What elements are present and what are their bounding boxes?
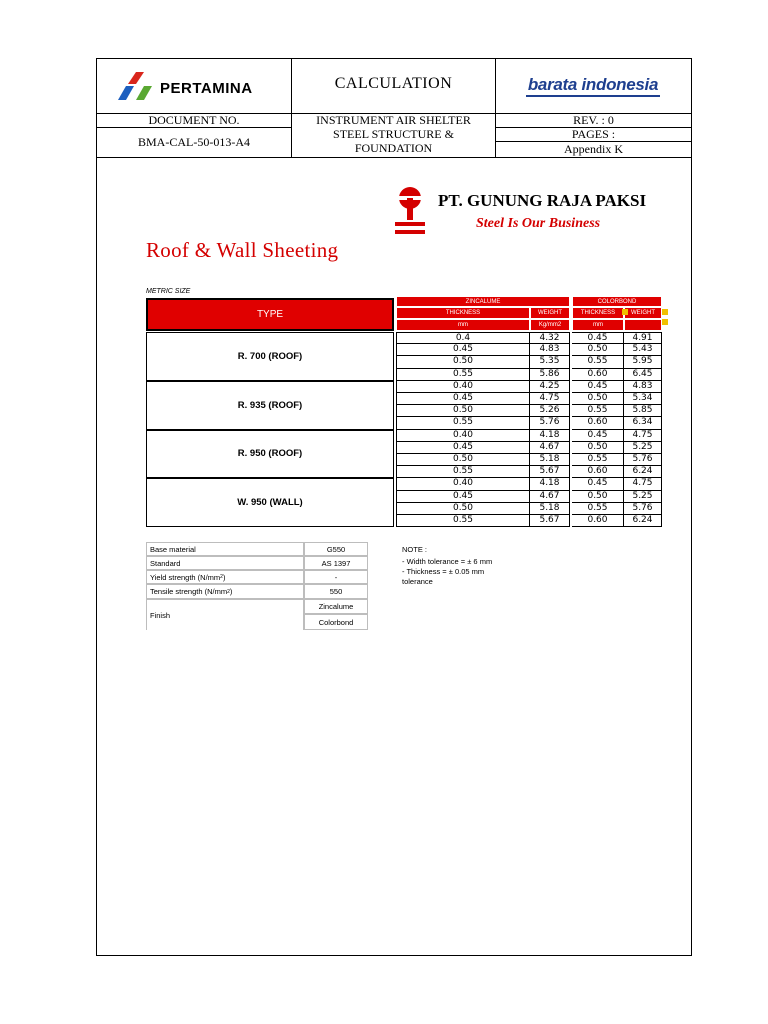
table-cell: 0.60: [572, 369, 624, 381]
table-cell: 0.60: [572, 515, 624, 527]
table-cell: 0.45: [396, 393, 530, 405]
table-cell: 0.4: [396, 332, 530, 344]
table-cell: 0.45: [396, 491, 530, 503]
brand-tagline: Steel Is Our Business: [476, 216, 601, 231]
pertamina-wordmark: PERTAMINA: [160, 79, 253, 97]
gunung-raja-paksi-logo-icon: [393, 186, 427, 238]
doc-no-label: DOCUMENT NO.: [148, 113, 240, 127]
table-cell: 0.60: [572, 417, 624, 429]
zincalume-weight-header: WEIGHT: [530, 307, 570, 319]
table-cell: 0.50: [572, 393, 624, 405]
table-cell: 0.40: [396, 478, 530, 490]
pages-text: PAGES :: [571, 127, 616, 141]
note-line-2: - Thickness = ± 0.05 mm: [402, 567, 485, 576]
material-value: Colorbond: [304, 614, 368, 630]
type-cell: R. 935 (ROOF): [146, 381, 394, 430]
table-cell: 5.95: [624, 356, 662, 368]
material-value: 550: [304, 584, 368, 599]
table-cell: 6.34: [624, 417, 662, 429]
table-cell: 0.55: [572, 454, 624, 466]
table-cell: 0.60: [572, 466, 624, 478]
material-table: [146, 542, 368, 631]
table-cell: 5.25: [624, 442, 662, 454]
table-cell: 4.91: [624, 332, 662, 344]
table-cell: 0.55: [396, 417, 530, 429]
header-title: CALCULATION: [334, 75, 453, 92]
table-cell: 5.67: [530, 515, 570, 527]
table-cell: 5.76: [624, 454, 662, 466]
comment-flag-icon: [622, 309, 628, 315]
type-header: TYPE: [146, 298, 394, 331]
material-value: -: [304, 570, 368, 584]
table-cell: 5.18: [530, 454, 570, 466]
table-cell: 0.55: [572, 405, 624, 417]
table-cell: 6.24: [624, 466, 662, 478]
project-line-2: STEEL STRUCTURE &: [333, 127, 454, 141]
colorbond-header: COLORBOND: [572, 296, 662, 307]
colorbond-thickness-header: THICKNESS: [572, 307, 624, 319]
table-cell: 0.55: [396, 515, 530, 527]
table-cell: 0.45: [572, 381, 624, 393]
table-cell: 5.34: [624, 393, 662, 405]
zincalume-thickness-header: THICKNESS: [396, 307, 530, 319]
table-cell: 4.75: [530, 393, 570, 405]
table-cell: 5.86: [530, 369, 570, 381]
table-cell: 0.45: [572, 478, 624, 490]
material-value: G550: [304, 542, 368, 556]
barata-logo: [500, 66, 686, 106]
material-label: Standard: [146, 556, 304, 570]
doc-no-value: BMA-CAL-50-013-A4: [138, 135, 250, 149]
table-cell: 0.50: [572, 491, 624, 503]
table-cell: 5.85: [624, 405, 662, 417]
project-line-3: FOUNDATION: [354, 141, 433, 155]
table-cell: 0.45: [572, 332, 624, 344]
metric-size-label: METRIC SIZE: [146, 288, 191, 295]
table-cell: 0.50: [396, 356, 530, 368]
table-cell: 0.50: [396, 503, 530, 515]
table-cell: 0.45: [572, 430, 624, 442]
table-cell: 4.75: [624, 478, 662, 490]
comment-flag-icon: [662, 319, 668, 325]
sheeting-table: [146, 296, 662, 528]
table-cell: 4.18: [530, 430, 570, 442]
colorbond-weight-header: WEIGHT: [624, 307, 662, 319]
table-cell: 4.75: [624, 430, 662, 442]
comment-flag-icon: [662, 309, 668, 315]
table-cell: 5.76: [530, 417, 570, 429]
table-cell: 5.25: [624, 491, 662, 503]
zincalume-header: ZINCALUME: [396, 296, 570, 307]
table-cell: 0.50: [572, 344, 624, 356]
appendix-text: Appendix K: [564, 142, 623, 156]
material-value: Zincalume: [304, 599, 368, 614]
table-cell: 0.55: [396, 466, 530, 478]
zincalume-kg-unit: Kg/mm2: [530, 319, 570, 331]
note-line-3: tolerance: [402, 577, 433, 586]
type-cell: R. 700 (ROOF): [146, 332, 394, 381]
table-cell: 5.67: [530, 466, 570, 478]
table-cell: 5.43: [624, 344, 662, 356]
note-title: NOTE :: [402, 545, 428, 554]
table-cell: 0.40: [396, 381, 530, 393]
table-cell: 0.55: [396, 369, 530, 381]
table-cell: 4.83: [624, 381, 662, 393]
table-cell: 4.67: [530, 442, 570, 454]
pertamina-logo-icon: [114, 72, 154, 104]
table-cell: 4.32: [530, 332, 570, 344]
table-cell: 0.50: [396, 454, 530, 466]
table-cell: 0.50: [572, 442, 624, 454]
colorbond-mm-unit: mm: [572, 319, 624, 331]
table-cell: 0.55: [572, 356, 624, 368]
material-label: Yield strength (N/mm 2 ): [146, 570, 304, 584]
table-cell: 4.67: [530, 491, 570, 503]
note-line-1: - Width tolerance = ± 6 mm: [402, 557, 493, 566]
zincalume-mm-unit: mm: [396, 319, 530, 331]
table-cell: 6.45: [624, 369, 662, 381]
table-cell: 4.83: [530, 344, 570, 356]
table-cell: 4.18: [530, 478, 570, 490]
table-cell: 5.18: [530, 503, 570, 515]
tolerance-note: [402, 545, 492, 587]
material-label: Tensile strength (N/mm 2 ): [146, 584, 304, 599]
table-cell: 6.24: [624, 515, 662, 527]
section-title: Roof & Wall Sheeting: [146, 238, 339, 262]
table-body: [146, 332, 662, 528]
table-cell: 0.40: [396, 430, 530, 442]
type-cell: W. 950 (WALL): [146, 478, 394, 527]
table-cell: 5.26: [530, 405, 570, 417]
rev-text: REV. : 0: [573, 113, 614, 127]
table-cell: 0.50: [396, 405, 530, 417]
table-cell: 0.45: [396, 442, 530, 454]
brand-name: PT. GUNUNG RAJA PAKSI: [438, 191, 647, 210]
barata-wordmark: barata indonesia: [526, 75, 660, 97]
project-line-1: INSTRUMENT AIR SHELTER: [316, 113, 471, 127]
material-label: Finish: [146, 599, 304, 630]
material-value: AS 1397: [304, 556, 368, 570]
pertamina-logo: [114, 70, 290, 106]
table-cell: 5.35: [530, 356, 570, 368]
type-cell: R. 950 (ROOF): [146, 430, 394, 479]
table-cell: 5.76: [624, 503, 662, 515]
table-cell: 0.45: [396, 344, 530, 356]
table-cell: 4.25: [530, 381, 570, 393]
material-label: Base material: [146, 542, 304, 556]
colorbond-unit-blank: [624, 319, 662, 331]
table-cell: 0.55: [572, 503, 624, 515]
